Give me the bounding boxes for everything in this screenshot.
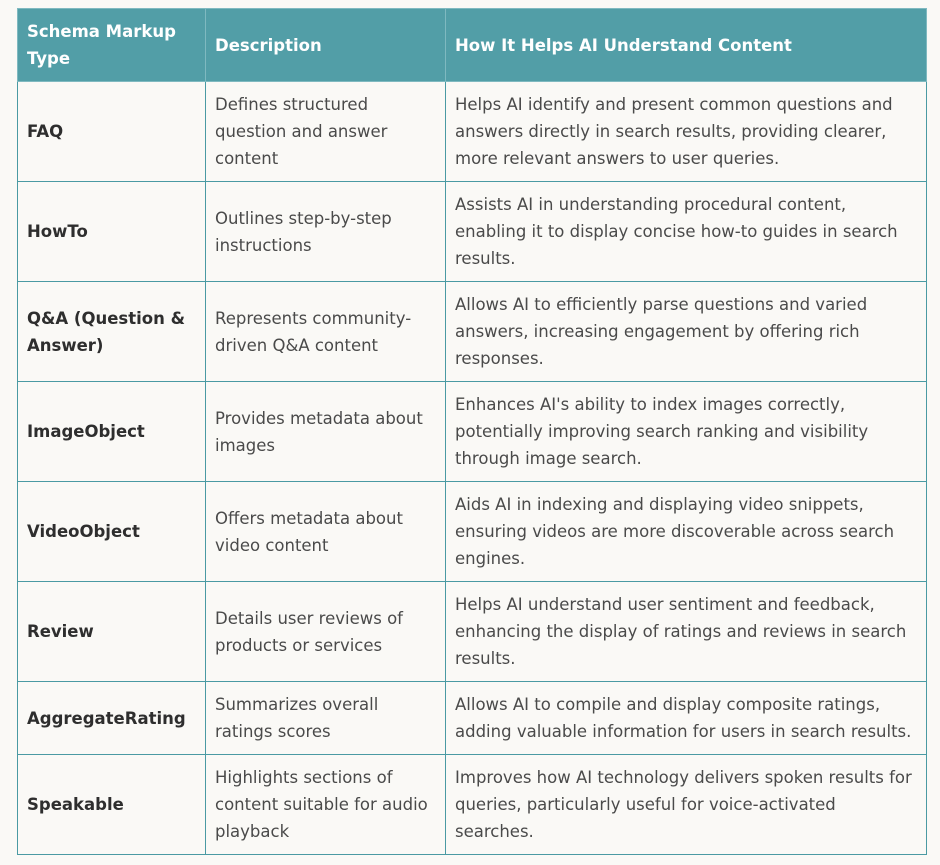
row-howto-help: Assists AI in understanding procedural content, enabling it to display concise how-to guides in search results. [446, 182, 927, 282]
header-schema-markup-type: Schema Markup Type [18, 9, 206, 82]
row-qa-help: Allows AI to efficiently parse questions and varied answers, increasing engagement by offering rich responses. [446, 282, 927, 382]
row-howto-description: Outlines step-by-step instructions [206, 182, 446, 282]
header-row [18, 9, 927, 82]
row-review-help: Helps AI understand user sentiment and feedback, enhancing the display of ratings and reviews in search results. [446, 582, 927, 682]
table-row [18, 82, 927, 182]
table-row [18, 755, 927, 855]
row-faq-help: Helps AI identify and present common questions and answers directly in search results, providing clearer, more relevant answers to user queries. [446, 82, 927, 182]
schema-markup-table [17, 8, 927, 855]
row-review-type: Review [18, 582, 206, 682]
row-imageobject-description: Provides metadata about images [206, 382, 446, 482]
table-body [18, 82, 927, 855]
table-row [18, 582, 927, 682]
row-aggregaterating-description: Summarizes overall ratings scores [206, 682, 446, 755]
row-imageobject-help: Enhances AI's ability to index images correctly, potentially improving search ranking and visibility through image search. [446, 382, 927, 482]
row-faq-type: FAQ [18, 82, 206, 182]
table-row [18, 482, 927, 582]
table-row [18, 682, 927, 755]
row-speakable-description: Highlights sections of content suitable for audio playback [206, 755, 446, 855]
row-qa-description: Represents community-driven Q&A content [206, 282, 446, 382]
row-qa-type: Q&A (Question & Answer) [18, 282, 206, 382]
row-faq-description: Defines structured question and answer content [206, 82, 446, 182]
table-row [18, 282, 927, 382]
table-row [18, 182, 927, 282]
table-header [18, 9, 927, 82]
row-videoobject-help: Aids AI in indexing and displaying video snippets, ensuring videos are more discoverable across search engines. [446, 482, 927, 582]
row-speakable-help: Improves how AI technology delivers spoken results for queries, particularly useful for voice-activated searches. [446, 755, 927, 855]
row-aggregaterating-type: AggregateRating [18, 682, 206, 755]
row-videoobject-type: VideoObject [18, 482, 206, 582]
row-review-description: Details user reviews of products or services [206, 582, 446, 682]
row-aggregaterating-help: Allows AI to compile and display composite ratings, adding valuable information for users in search results. [446, 682, 927, 755]
schema-markup-table-container [17, 8, 926, 855]
row-speakable-type: Speakable [18, 755, 206, 855]
header-description: Description [206, 9, 446, 82]
header-how-it-helps: How It Helps AI Understand Content [446, 9, 927, 82]
row-howto-type: HowTo [18, 182, 206, 282]
row-videoobject-description: Offers metadata about video content [206, 482, 446, 582]
table-row [18, 382, 927, 482]
row-imageobject-type: ImageObject [18, 382, 206, 482]
